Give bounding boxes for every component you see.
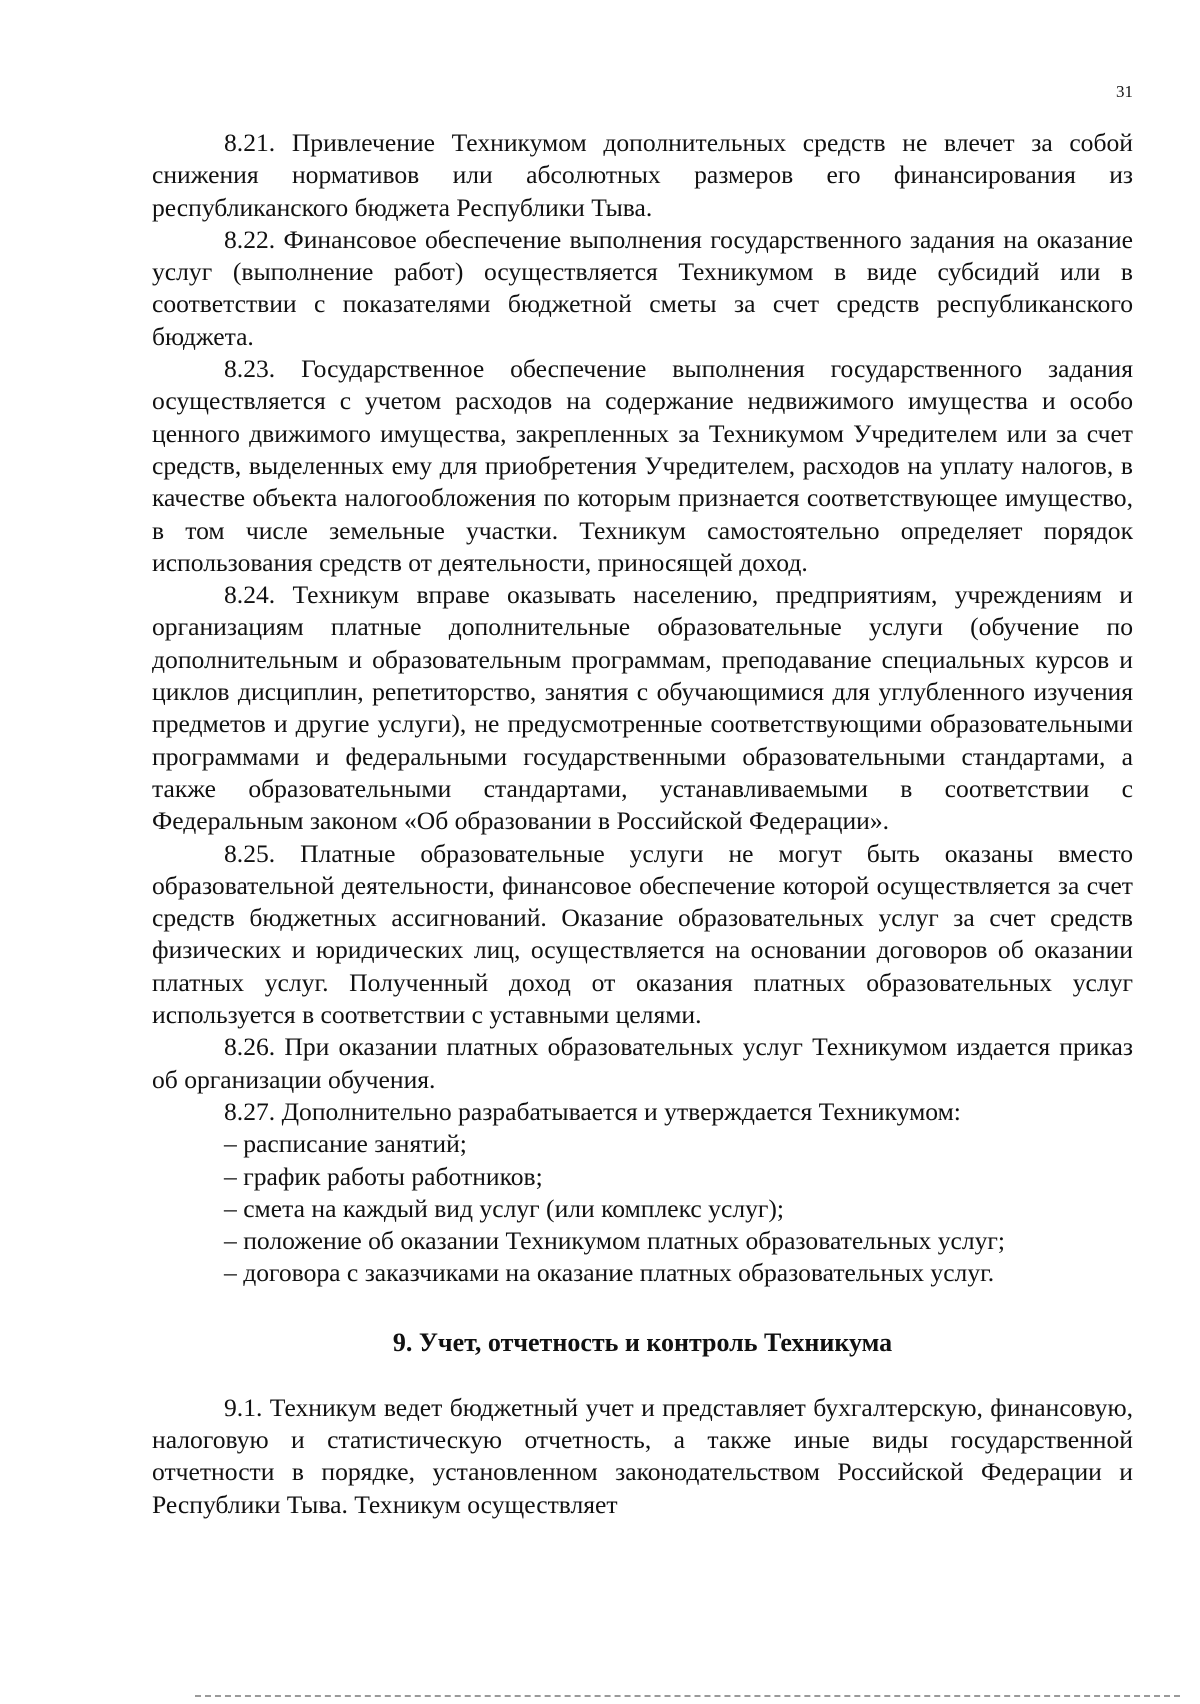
list-item: – положение об оказании Техникумом платных образовательных услуг; xyxy=(224,1226,1006,1256)
paragraph-8-26: 8.26. При оказании платных образовательных услуг Техникумом издается приказ об организации обучения. xyxy=(152,1032,1133,1094)
paragraph-8-24: 8.24. Техникум вправе оказывать населению, предприятиям, учреждениям и организациям платные дополнительные образовательные услуги (обучение по дополнительным и образовательным программам, преподавание специальных курсов и циклов дисциплин, репетиторство, занятия с обучающимися для углубленного изучения предметов и другие услуги), не предусмотренные соответствующими образовательными программами и федеральными государственными образовательными стандартами, а также образовательными стандартами, устанавливаемыми в соответствии с Федеральным законом «Об образовании в Российской Федерации». xyxy=(152,580,1133,836)
scan-bottom-edge xyxy=(195,1695,1180,1697)
paragraph-8-23: 8.23. Государственное обеспечение выполнения государственного задания осуществляется с учетом расходов на содержание недвижимого имущества и особо ценного движимого имущества, закрепленных за Техникумом Учредителем или за счет средств, выделенных ему для приобретения Учредителем, расходов на уплату налогов, в качестве объекта налогообложения по которым признается соответствующее имущество, в том числе земельные участки. Техникум самостоятельно определяет порядок использования средств от деятельности, приносящей доход. xyxy=(152,354,1133,577)
paragraph-8-27: 8.27. Дополнительно разрабатывается и утверждается Техникумом: xyxy=(224,1096,961,1126)
paragraph-9-1: 9.1. Техникум ведет бюджетный учет и представляет бухгалтерскую, финансовую, налоговую и статистическую отчетность, а также иные виды государственной отчетности в порядке, установленном законодательством Российской Федерации и Республики Тыва. Техникум осуществляет xyxy=(152,1392,1133,1519)
paragraph-8-21: 8.21. Привлечение Техникумом дополнительных средств не влечет за собой снижения нормативов или абсолютных размеров его финансирования из республиканского бюджета Республики Тыва. xyxy=(152,128,1133,222)
list xyxy=(152,1128,1133,1289)
document-body xyxy=(152,127,1133,1521)
list-item: – смета на каждый вид услуг (или комплекс услуг); xyxy=(224,1193,785,1223)
list-item: – график работы работников; xyxy=(224,1161,543,1191)
paragraph-8-22: 8.22. Финансовое обеспечение выполнения государственного задания на оказание услуг (выполнение работ) осуществляется Техникумом в виде субсидий или в соответствии с показателями бюджетной сметы за счет средств республиканского бюджета. xyxy=(152,224,1133,351)
list-item: – расписание занятий; xyxy=(224,1129,467,1159)
paragraph-8-25: 8.25. Платные образовательные услуги не могут быть оказаны вместо образовательной деятельности, финансовое обеспечение которой осуществляется за счет средств бюджетных ассигнований. Оказание образовательных услуг за счет средств физических и юридических лиц, осуществляется на основании договоров об оказании платных услуг. Полученный доход от оказания платных образовательных услуг используется в соответствии с уставными целями. xyxy=(152,838,1133,1030)
section-title: 9. Учет, отчетность и контроль Техникума xyxy=(392,1327,893,1357)
list-item: – договора с заказчиками на оказание платных образовательных услуг. xyxy=(224,1258,995,1288)
page-number: 31 xyxy=(1116,82,1133,101)
